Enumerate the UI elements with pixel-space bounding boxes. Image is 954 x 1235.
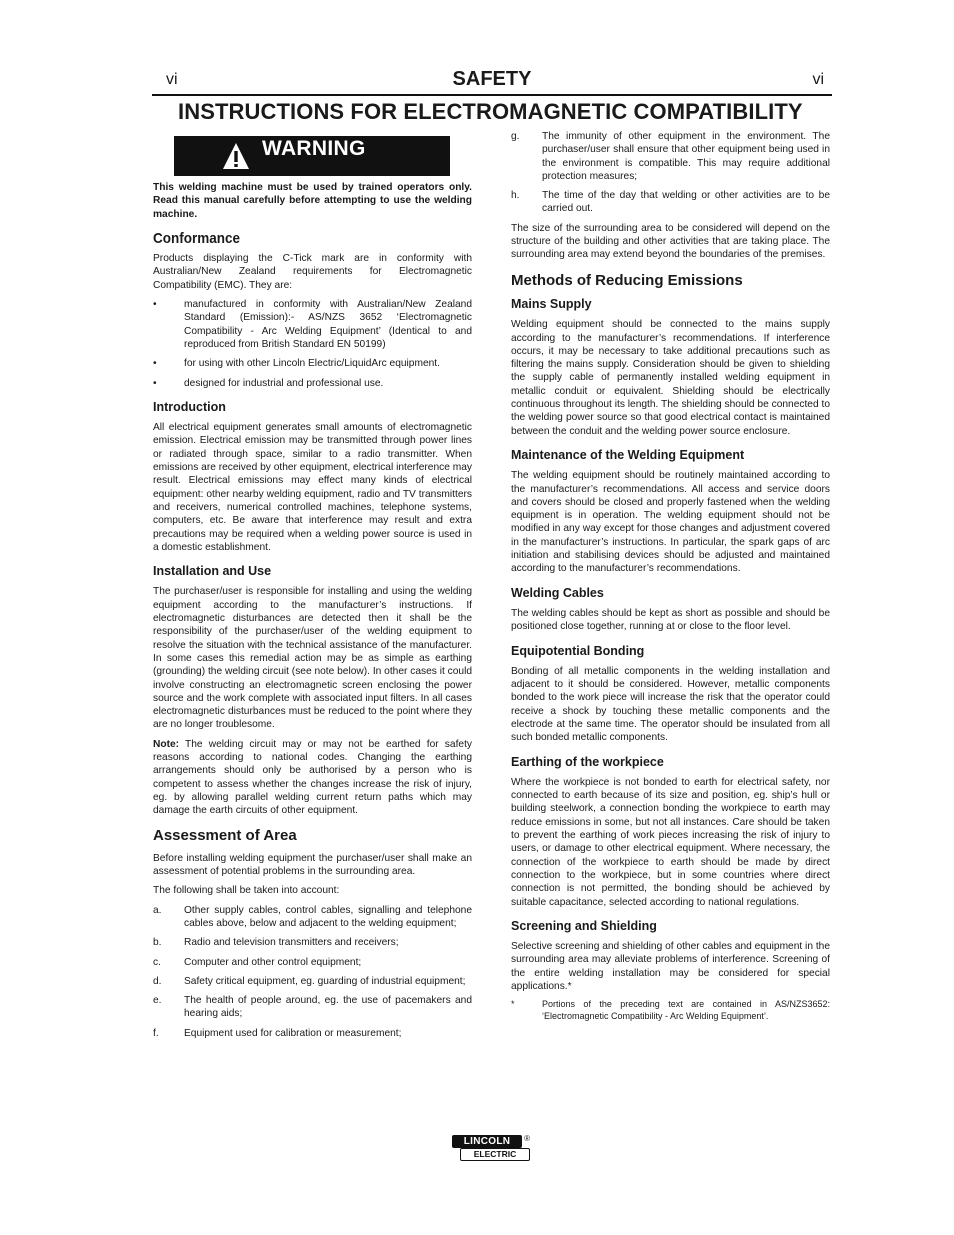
cables-heading: Welding Cables <box>511 585 604 600</box>
list-item: d. Safety critical equipment, eg. guarding of industrial equipment; <box>153 975 466 987</box>
page-number-left: vi <box>166 71 178 88</box>
assessment-heading: Assessment of Area <box>153 827 297 845</box>
methods-heading: Methods of Reducing Emissions <box>511 271 743 289</box>
list-item: f. Equipment used for calibration or measurement; <box>153 1027 402 1039</box>
list-item: • manufactured in conformity with Australian/New Zealand Standard (Emission):- AS/NZS 3652 ‘Electromagnetic Compatibility - Arc Welding Equipment’ (Identical to and reproduced from British Standard EN 50199) <box>153 299 472 350</box>
header-title: SAFETY <box>452 68 532 90</box>
list-item: b. Radio and television transmitters and receivers; <box>153 937 399 949</box>
mains-text: Welding equipment should be connected to the mains supply according to the manufacturer’s recommendations. If interference occurs, it may be necessary to take additional precautions such as filtering the mains supply. Consideration should be given to shielding the supply cable of permanently installed welding equipment in metallic conduit or equivalent. Shielding should be electrically continuous throughout its length. The shielding should be connected to the welding power source so that good electrical contact is maintained between the conduit and the welding power source enclosure. <box>511 319 830 437</box>
introduction-text: All electrical equipment generates small amounts of electromagnetic emission. Electrical emission may be transmitted through power lines or radiated through space, similar to a radio transmitter. When emissions are received by other equipment, electrical interference may result. Electrical emissions may effect many kinds of electrical equipment: other nearby welding equipment, radio and TV transmitters and receivers, numerical controlled machines, telephone systems, computers, etc. Be aware that interference may result and extra precautions may be required when a welding power source is used in a domestic establishment. <box>153 422 472 553</box>
warning-label: WARNING <box>262 137 366 160</box>
bullet: • <box>153 299 157 311</box>
assessment-intro: Before installing welding equipment the purchaser/user shall make an assessment of potential problems in the surrounding area. <box>153 852 472 878</box>
list-item: c. Computer and other control equipment; <box>153 956 362 968</box>
installation-text: The purchaser/user is responsible for installing and using the welding equipment according to the manufacturer’s instructions. If electromagnetic disturbances are detected then it shall be the responsibility of the purchaser/user of the welding equipment to resolve the situation with the technical assistance of the manufacturer. In some cases this remedial action may be as simple as earthing (grounding) the welding circuit (see note below). In other cases it could involve constructing an electromagnetic screen enclosing the power source and the work complete with associated input filters. In all cases electromagnetic disturbances must be reduced to the point where they are no longer troublesome. <box>153 586 472 731</box>
warning-banner <box>174 136 450 176</box>
left-column <box>153 128 472 1046</box>
footnote: * Portions of the preceding text are contained in AS/NZS3652: ‘Electromagnetic Compatibility - Arc Welding Equipment’. <box>511 999 830 1021</box>
list-item: • for using with other Lincoln Electric/LiquidArc equipment. <box>153 358 440 370</box>
screening-heading: Screening and Shielding <box>511 918 657 933</box>
list-item: e. The health of people around, eg. the use of pacemakers and hearing aids; <box>153 995 472 1020</box>
assessment-closing: The size of the surrounding area to be considered will depend on the structure of the building and other activities that are taking place. The surrounding area may extend beyond the boundaries of the premises. <box>511 222 830 261</box>
assessment-lead: The following shall be taken into account: <box>153 885 340 897</box>
bonding-text: Bonding of all metallic components in the welding installation and adjacent to it should be considered. However, metallic components bonded to the work piece will increase the risk that the operator could receive a shock by touching these metallic components and the electrode at the same time. The operator should be insulated from all such bonded metallic components. <box>511 665 830 744</box>
warning-triangle-icon <box>222 142 250 170</box>
note-text: The welding circuit may or may not be earthed for safety reasons according to national codes. Changing the earthing arrangements should only be authorised by a person who is competent to assess whether the changes increase the risk of injury, eg. by allowing parallel welding current return paths which may damage the earth circuits of other equipment. <box>153 738 472 817</box>
registered-mark: ® <box>524 1134 530 1143</box>
conformance-intro: Products displaying the C-Tick mark are in conformity with Australian/New Zealand requirements for Electromagnetic Compatibility (EMC). They are: <box>153 253 472 291</box>
list-item: a. Other supply cables, control cables, signalling and telephone cables above, below and adjacent to the welding equipment; <box>153 904 472 929</box>
list-item: h. The time of the day that welding or other activities are to be carried out. <box>511 190 830 215</box>
right-column <box>511 130 830 1028</box>
page-number-right: vi <box>812 71 824 88</box>
warning-message: This welding machine must be used by trained operators only. Read this manual carefully before attempting to use the welding machine. <box>153 182 472 220</box>
list-item: g. The immunity of other equipment in the environment. The purchaser/user shall ensure that other equipment being used in the environment is compatible. This may require additional protection measures; <box>511 131 830 182</box>
installation-note <box>153 738 472 818</box>
list-item: • designed for industrial and professional use. <box>153 377 384 389</box>
bullet: • <box>153 358 157 370</box>
maintenance-heading: Maintenance of the Welding Equipment <box>511 447 745 462</box>
logo-top: LINCOLN <box>452 1135 522 1148</box>
introduction-heading: Introduction <box>153 399 226 414</box>
lincoln-electric-logo <box>452 1135 530 1162</box>
conformance-heading: Conformance <box>153 229 241 247</box>
page-header <box>152 68 832 96</box>
earthing-heading: Earthing of the workpiece <box>511 754 664 769</box>
mains-heading: Mains Supply <box>511 296 592 311</box>
logo-bottom: ELECTRIC <box>460 1148 530 1161</box>
bonding-heading: Equipotential Bonding <box>511 643 645 658</box>
bullet: • <box>153 377 157 389</box>
screening-text: Selective screening and shielding of other cables and equipment in the surrounding area may alleviate problems of interference. Screening of the entire welding installation may be considered for special applications.* <box>511 941 830 993</box>
maintenance-text: The welding equipment should be routinely maintained according to the manufacturer’s recommendations. All access and service doors and covers should be closed and properly fastened when the welding equipment is in operation. The welding equipment should not be modified in any way except for those changes and adjustment covered in the manufacturer’s instructions. In particular, the spark gaps of arc initiation and stabilising devices should be adjusted and maintained according to the manufacturer’s recommendations. <box>511 470 830 575</box>
note-label: Note: <box>153 738 180 750</box>
page-title: INSTRUCTIONS FOR ELECTROMAGNETIC COMPATIBILITY <box>178 99 803 124</box>
cables-text: The welding cables should be kept as short as possible and should be positioned close together, running at or close to the floor level. <box>511 607 830 633</box>
earthing-text: Where the workpiece is not bonded to earth for electrical safety, nor connected to earth because of its size and position, eg. ship’s hull or building steelwork, a connection bonding the workpiece to earth may reduce emissions in some, but not all instances. Care should be taken to prevent the earthing of work pieces increasing the risk of injury to users, or damage to other electrical equipment. Where necessary, the connection of the workpiece to earth should be made by direct connection to the workpiece, but in some countries where direct connection is not permitted, the bonding should be achieved by suitable capacitance, selected according to national regulations. <box>511 776 830 908</box>
installation-heading: Installation and Use <box>153 564 272 579</box>
